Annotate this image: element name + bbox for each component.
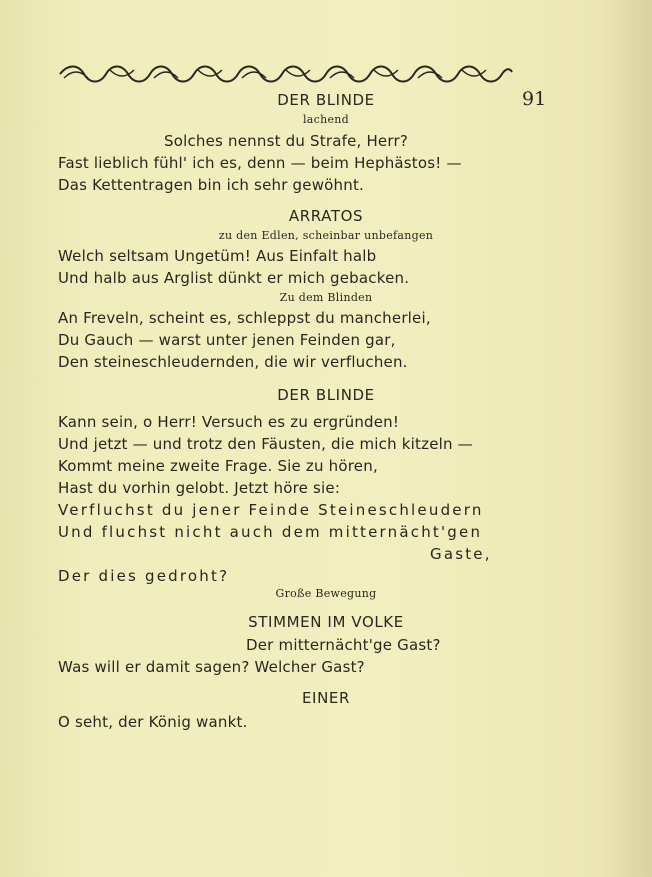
- stage-direction: Große Bewegung: [275, 587, 377, 600]
- verse-line: Was will er damit sagen? Welcher Gast?: [58, 658, 365, 676]
- verse-line: Der dies gedroht?: [58, 567, 230, 585]
- stage-direction: zu den Edlen, scheinbar unbefangen: [218, 229, 434, 242]
- stage-direction: Zu dem Blinden: [279, 291, 373, 304]
- verse-line: Der mitternächt'ge Gast?: [246, 636, 441, 654]
- speaker-name: DER BLINDE: [277, 386, 375, 404]
- verse-line: Verfluchst du jener Feinde Steineschleudern: [58, 501, 484, 519]
- verse-line: Und halb aus Arglist dünkt er mich gebacken.: [58, 269, 410, 287]
- stage-direction: lachend: [302, 113, 350, 126]
- verse-line: Gaste,: [430, 545, 492, 563]
- verse-line: O seht, der König wankt.: [58, 713, 248, 731]
- verse-line: Den steineschleudernden, die wir verfluchen.: [58, 353, 408, 371]
- verse-line: Kann sein, o Herr! Versuch es zu ergründen!: [58, 413, 400, 431]
- verse-line: Solches nennst du Strafe, Herr?: [164, 132, 408, 150]
- verse-line: Fast lieblich fühl' ich es, denn — beim Hephästos! —: [58, 154, 462, 172]
- verse-line: Du Gauch — warst unter jenen Feinden gar,: [58, 331, 396, 349]
- verse-line: An Freveln, scheint es, schleppst du mancherlei,: [58, 309, 431, 327]
- speaker-name: ARRATOS: [288, 207, 364, 225]
- speaker-name: DER BLINDE: [277, 91, 375, 109]
- page-number: 91: [522, 88, 547, 110]
- verse-line: Kommt meine zweite Frage. Sie zu hören,: [58, 457, 378, 475]
- verse-line: Das Kettentragen bin ich sehr gewöhnt.: [58, 176, 365, 194]
- verse-line: Hast du vorhin gelobt. Jetzt höre sie:: [58, 479, 341, 497]
- ornamental-border-icon: [58, 64, 514, 84]
- speaker-name: STIMMEN IM VOLKE: [248, 613, 404, 631]
- verse-line: Und jetzt — und trotz den Fäusten, die mich kitzeln —: [58, 435, 473, 453]
- verse-line: Welch seltsam Ungetüm! Aus Einfalt halb: [58, 247, 377, 265]
- verse-line: Und fluchst nicht auch dem mitternächt'gen: [58, 523, 483, 541]
- speaker-name: EINER: [301, 689, 351, 707]
